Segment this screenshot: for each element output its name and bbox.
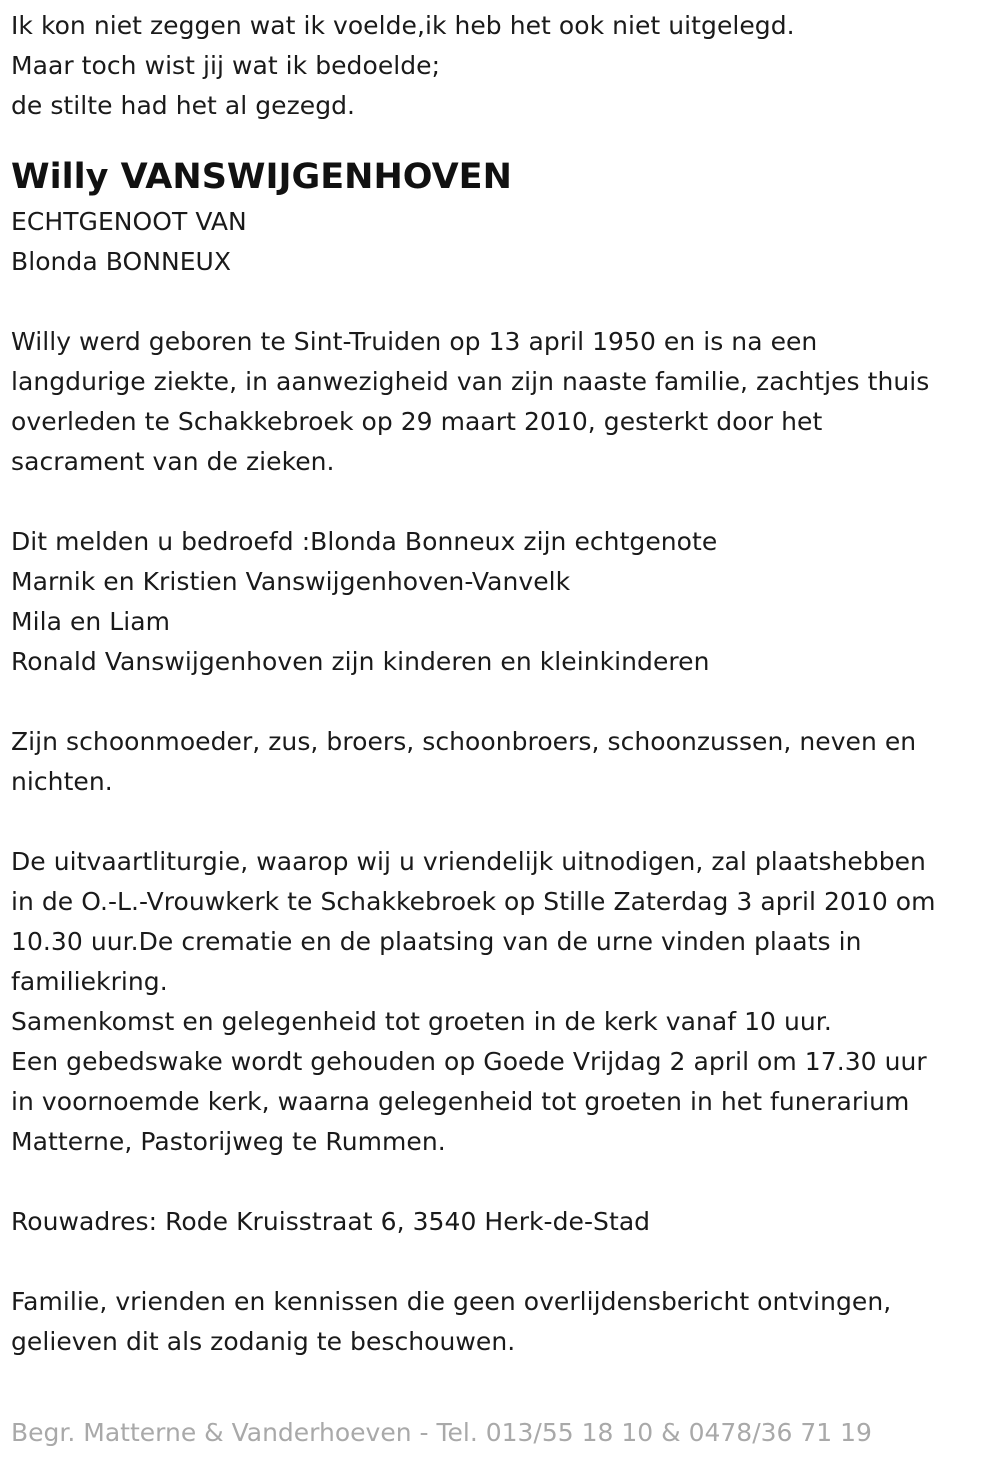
relation-label: ECHTGENOOT VAN bbox=[11, 207, 247, 236]
announcement-line: Willy werd geboren te Sint-Truiden op 13 april 1950 en is na een bbox=[11, 327, 818, 356]
announcement-line: sacrament van de zieken. bbox=[11, 447, 335, 476]
poem-line: Ik kon niet zeggen wat ik voelde,ik heb het ook niet uitgelegd. bbox=[11, 11, 795, 40]
ceremony-line: 10.30 uur.De crematie en de plaatsing van de urne vinden plaats in bbox=[11, 927, 862, 956]
ceremony-line: in de O.-L.-Vrouwkerk te Schakkebroek op Stille Zaterdag 3 april 2010 om bbox=[11, 887, 936, 916]
closing-note bbox=[11, 1282, 1000, 1362]
poem-line: de stilte had het al gezegd. bbox=[11, 91, 356, 120]
poem-line: Maar toch wist jij wat ik bedoelde; bbox=[11, 51, 441, 80]
funeral-home-footer: Begr. Matterne & Vanderhoeven - Tel. 013/55 18 10 & 0478/36 71 19 bbox=[11, 1418, 872, 1447]
closing-line: Familie, vrienden en kennissen die geen overlijdensbericht ontvingen, bbox=[11, 1287, 892, 1316]
deceased-name: Willy VANSWIJGENHOVEN bbox=[11, 157, 512, 197]
family-list bbox=[11, 522, 1000, 682]
spouse-name: Blonda BONNEUX bbox=[11, 247, 232, 276]
relatives-line: nichten. bbox=[11, 767, 113, 796]
announcement-line: overleden te Schakkebroek op 29 maart 2010, gesterkt door het bbox=[11, 407, 823, 436]
announcement-line: langdurige ziekte, in aanwezigheid van zijn naaste familie, zachtjes thuis bbox=[11, 367, 930, 396]
ceremony-line: Een gebedswake wordt gehouden op Goede Vrijdag 2 april om 17.30 uur bbox=[11, 1047, 927, 1076]
family-line: Mila en Liam bbox=[11, 607, 171, 636]
relatives bbox=[11, 722, 1000, 802]
ceremony-line: De uitvaartliturgie, waarop wij u vriendelijk uitnodigen, zal plaatshebben bbox=[11, 847, 926, 876]
relatives-line: Zijn schoonmoeder, zus, broers, schoonbroers, schoonzussen, neven en bbox=[11, 727, 917, 756]
mourning-address bbox=[11, 1202, 1000, 1242]
ceremony-details bbox=[11, 842, 1000, 1162]
family-line: Marnik en Kristien Vanswijgenhoven-Vanvelk bbox=[11, 567, 571, 596]
closing-line: gelieven dit als zodanig te beschouwen. bbox=[11, 1327, 516, 1356]
announcement bbox=[11, 322, 1000, 482]
address-line: Rouwadres: Rode Kruisstraat 6, 3540 Herk-de-Stad bbox=[11, 1207, 651, 1236]
family-line: Ronald Vanswijgenhoven zijn kinderen en kleinkinderen bbox=[11, 647, 710, 676]
ceremony-line: Matterne, Pastorijweg te Rummen. bbox=[11, 1127, 446, 1156]
ceremony-line: in voornoemde kerk, waarna gelegenheid tot groeten in het funerarium bbox=[11, 1087, 910, 1116]
ceremony-line: familiekring. bbox=[11, 967, 168, 996]
poem bbox=[11, 6, 1000, 126]
family-line: Dit melden u bedroefd :Blonda Bonneux zijn echtgenote bbox=[11, 527, 718, 556]
ceremony-line: Samenkomst en gelegenheid tot groeten in de kerk vanaf 10 uur. bbox=[11, 1007, 832, 1036]
